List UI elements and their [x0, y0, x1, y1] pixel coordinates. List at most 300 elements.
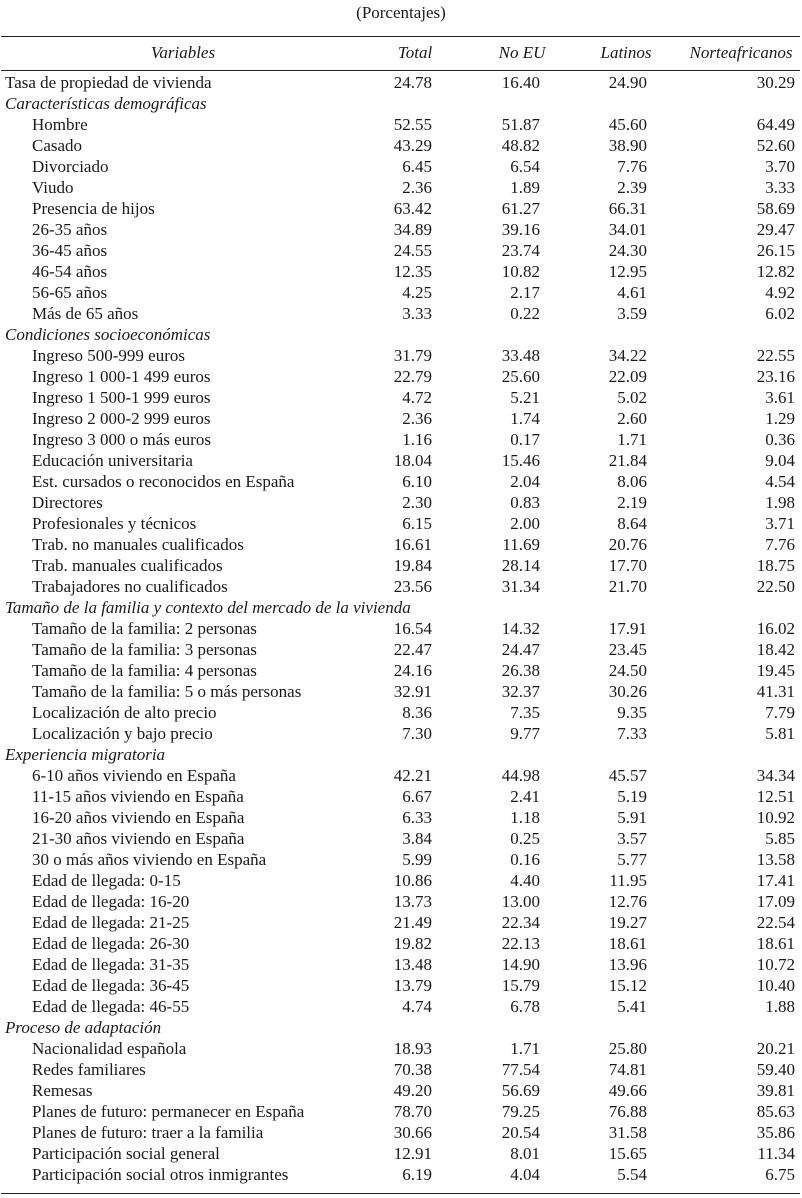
table-row	[0, 765, 802, 786]
cell-total: 6.19	[402, 1165, 432, 1184]
table-row	[0, 450, 802, 471]
table-row	[0, 1038, 802, 1059]
row-label: Remesas	[32, 1081, 93, 1100]
cell-norteafricanos: 58.69	[756, 199, 795, 218]
cell-total: 13.79	[393, 976, 432, 995]
cell-latinos: 7.33	[617, 724, 647, 743]
table-row	[0, 933, 802, 954]
cell-norteafricanos: 18.42	[756, 640, 795, 659]
table-row	[0, 870, 802, 891]
row-label: Planes de futuro: traer a la familia	[32, 1123, 264, 1142]
cell-norteafricanos: 13.58	[756, 850, 795, 869]
header-latinos: Latinos	[600, 43, 652, 62]
table-row	[0, 408, 802, 429]
cell-no-eu: 9.77	[510, 724, 540, 743]
cell-latinos: 5.91	[617, 808, 647, 827]
section-heading-row	[0, 324, 802, 345]
row-label: Localización y bajo precio	[32, 724, 213, 743]
cell-latinos: 5.54	[617, 1165, 647, 1184]
cell-total: 4.74	[402, 997, 432, 1016]
cell-norteafricanos: 41.31	[756, 682, 795, 701]
cell-norteafricanos: 12.51	[756, 787, 795, 806]
table-row	[0, 828, 802, 849]
row-label: Casado	[32, 136, 83, 155]
cell-latinos: 9.35	[617, 703, 647, 722]
cell-no-eu: 2.17	[510, 283, 540, 302]
table-row	[0, 912, 802, 933]
cell-total: 24.55	[393, 241, 432, 260]
row-label: Trab. manuales cualificados	[32, 556, 223, 575]
cell-total: 12.91	[393, 1144, 432, 1163]
table-row	[0, 198, 802, 219]
cell-total: 16.54	[393, 619, 432, 638]
cell-total: 1.16	[402, 430, 432, 449]
row-label: 21-30 años viviendo en España	[32, 829, 245, 848]
cell-no-eu: 26.38	[501, 661, 540, 680]
cell-norteafricanos: 11.34	[757, 1144, 795, 1163]
cell-total: 7.30	[402, 724, 432, 743]
cell-no-eu: 0.83	[510, 493, 540, 512]
cell-total: 19.84	[393, 556, 432, 575]
table-row	[0, 156, 802, 177]
cell-norteafricanos: 17.09	[756, 892, 795, 911]
table-row	[0, 891, 802, 912]
cell-latinos: 2.60	[617, 409, 647, 428]
section-title: Proceso de adaptación	[5, 1018, 162, 1037]
cell-norteafricanos: 29.47	[756, 220, 795, 239]
cell-norteafricanos: 52.60	[756, 136, 795, 155]
cell-latinos: 24.90	[608, 73, 647, 92]
row-label: Educación universitaria	[32, 451, 193, 470]
cell-norteafricanos: 22.55	[756, 346, 795, 365]
cell-latinos: 21.70	[608, 577, 647, 596]
cell-total: 22.79	[393, 367, 432, 386]
cell-total: 49.20	[393, 1081, 432, 1100]
cell-total: 6.67	[402, 787, 432, 806]
cell-norteafricanos: 1.98	[765, 493, 795, 512]
row-label: Localización de alto precio	[32, 703, 217, 722]
row-label: Edad de llegada: 46-55	[32, 997, 190, 1016]
table-body	[0, 72, 802, 1185]
cell-total: 30.66	[393, 1123, 432, 1142]
section-heading-row	[0, 597, 802, 618]
cell-norteafricanos: 35.86	[756, 1123, 795, 1142]
cell-total: 23.56	[393, 577, 432, 596]
row-label: Tamaño de la familia: 3 personas	[32, 640, 257, 659]
cell-norteafricanos: 0.36	[765, 430, 795, 449]
table-row	[0, 555, 802, 576]
cell-latinos: 2.39	[617, 178, 647, 197]
row-label: Profesionales y técnicos	[32, 514, 197, 533]
cell-latinos: 8.64	[617, 514, 647, 533]
cell-latinos: 5.19	[617, 787, 647, 806]
cell-latinos: 38.90	[608, 136, 647, 155]
cell-latinos: 30.26	[608, 682, 647, 701]
table-bottom-rule	[1, 1193, 800, 1194]
cell-total: 12.35	[393, 262, 432, 281]
section-title: Características demográficas	[5, 94, 207, 113]
cell-total: 4.72	[402, 388, 432, 407]
row-label: Tasa de propiedad de vivienda	[5, 73, 212, 92]
row-label: Participación social otros inmigrantes	[32, 1165, 289, 1184]
cell-latinos: 7.76	[617, 157, 647, 176]
cell-no-eu: 2.00	[510, 514, 540, 533]
cell-total: 6.15	[402, 514, 432, 533]
cell-latinos: 76.88	[608, 1102, 647, 1121]
cell-no-eu: 11.69	[502, 535, 540, 554]
section-title: Condiciones socioeconómicas	[5, 325, 211, 344]
table-header-rule	[1, 70, 800, 71]
table-row	[0, 387, 802, 408]
row-label: Edad de llegada: 26-30	[32, 934, 190, 953]
cell-no-eu: 56.69	[501, 1081, 540, 1100]
table-row	[0, 975, 802, 996]
header-norteafricanos: Norteafricanos	[689, 43, 793, 62]
cell-total: 32.91	[393, 682, 432, 701]
cell-norteafricanos: 26.15	[756, 241, 795, 260]
row-label: Directores	[32, 493, 103, 512]
table-top-rule	[1, 36, 800, 37]
cell-total: 6.45	[402, 157, 432, 176]
cell-norteafricanos: 34.34	[756, 766, 795, 785]
table-row	[0, 1143, 802, 1164]
table-row	[0, 576, 802, 597]
cell-total: 16.61	[393, 535, 432, 554]
cell-no-eu: 39.16	[501, 220, 540, 239]
cell-no-eu: 1.71	[510, 1039, 540, 1058]
table-row	[0, 1059, 802, 1080]
cell-norteafricanos: 18.61	[756, 934, 795, 953]
cell-norteafricanos: 1.88	[765, 997, 795, 1016]
cell-norteafricanos: 5.85	[765, 829, 795, 848]
cell-total: 34.89	[393, 220, 432, 239]
cell-no-eu: 1.74	[510, 409, 540, 428]
cell-total: 70.38	[393, 1060, 432, 1079]
cell-no-eu: 0.25	[510, 829, 540, 848]
cell-total: 2.30	[402, 493, 432, 512]
table-row	[0, 954, 802, 975]
cell-total: 13.73	[393, 892, 432, 911]
cell-no-eu: 24.47	[501, 640, 540, 659]
cell-norteafricanos: 3.61	[765, 388, 795, 407]
cell-latinos: 2.19	[617, 493, 647, 512]
cell-norteafricanos: 7.76	[765, 535, 795, 554]
row-label: Nacionalidad española	[32, 1039, 187, 1058]
cell-norteafricanos: 5.81	[765, 724, 795, 743]
table-row	[0, 996, 802, 1017]
cell-no-eu: 1.18	[510, 808, 540, 827]
table-row	[0, 849, 802, 870]
row-label: Redes familiares	[32, 1060, 146, 1079]
cell-norteafricanos: 10.92	[756, 808, 795, 827]
cell-latinos: 74.81	[608, 1060, 647, 1079]
cell-latinos: 18.61	[608, 934, 647, 953]
cell-total: 2.36	[402, 409, 432, 428]
cell-latinos: 20.76	[608, 535, 647, 554]
table-row	[0, 429, 802, 450]
header-total: Total	[397, 43, 433, 62]
table-row	[0, 261, 802, 282]
cell-norteafricanos: 85.63	[756, 1102, 795, 1121]
table-row	[0, 219, 802, 240]
cell-total: 13.48	[393, 955, 432, 974]
cell-no-eu: 23.74	[501, 241, 540, 260]
table-row	[0, 702, 802, 723]
cell-latinos: 31.58	[608, 1123, 647, 1142]
row-label: Tamaño de la familia: 4 personas	[32, 661, 257, 680]
row-label: Ingreso 2 000-2 999 euros	[32, 409, 211, 428]
cell-norteafricanos: 7.79	[765, 703, 795, 722]
table-row	[0, 471, 802, 492]
cell-no-eu: 32.37	[501, 682, 540, 701]
cell-latinos: 4.61	[617, 283, 647, 302]
cell-latinos: 3.59	[617, 304, 647, 323]
table-row	[0, 345, 802, 366]
cell-no-eu: 44.98	[501, 766, 540, 785]
cell-no-eu: 61.27	[501, 199, 540, 218]
cell-no-eu: 1.89	[510, 178, 540, 197]
cell-norteafricanos: 3.71	[765, 514, 795, 533]
cell-no-eu: 31.34	[501, 577, 540, 596]
cell-norteafricanos: 1.29	[765, 409, 795, 428]
section-heading-row	[0, 744, 802, 765]
cell-no-eu: 4.04	[510, 1165, 540, 1184]
cell-latinos: 22.09	[608, 367, 647, 386]
row-label: Edad de llegada: 16-20	[32, 892, 190, 911]
cell-norteafricanos: 4.54	[765, 472, 795, 491]
cell-total: 31.79	[393, 346, 432, 365]
table-row	[0, 282, 802, 303]
cell-no-eu: 48.82	[501, 136, 540, 155]
cell-latinos: 49.66	[608, 1081, 647, 1100]
cell-norteafricanos: 18.75	[756, 556, 795, 575]
cell-norteafricanos: 23.16	[756, 367, 795, 386]
cell-norteafricanos: 19.45	[756, 661, 795, 680]
cell-total: 19.82	[393, 934, 432, 953]
cell-norteafricanos: 12.82	[756, 262, 795, 281]
row-label: Est. cursados o reconocidos en España	[32, 472, 295, 491]
row-label: Trab. no manuales cualificados	[32, 535, 244, 554]
cell-latinos: 12.95	[608, 262, 647, 281]
cell-total: 24.16	[393, 661, 432, 680]
cell-no-eu: 4.40	[510, 871, 540, 890]
cell-no-eu: 15.79	[501, 976, 540, 995]
cell-no-eu: 22.34	[501, 913, 540, 932]
row-label: Trabajadores no cualificados	[32, 577, 228, 596]
row-label: Tamaño de la familia: 5 o más personas	[32, 682, 302, 701]
cell-norteafricanos: 16.02	[756, 619, 795, 638]
cell-latinos: 8.06	[617, 472, 647, 491]
cell-latinos: 45.57	[608, 766, 647, 785]
cell-total: 42.21	[393, 766, 432, 785]
row-label: 26-35 años	[32, 220, 108, 239]
row-label: 16-20 años viviendo en España	[32, 808, 245, 827]
row-label: Ingreso 1 500-1 999 euros	[32, 388, 211, 407]
table-row	[0, 72, 802, 93]
cell-no-eu: 25.60	[501, 367, 540, 386]
cell-latinos: 45.60	[608, 115, 647, 134]
cell-no-eu: 79.25	[501, 1102, 540, 1121]
cell-no-eu: 0.17	[510, 430, 540, 449]
cell-total: 5.99	[402, 850, 432, 869]
section-title: Experiencia migratoria	[5, 745, 166, 764]
cell-latinos: 34.01	[608, 220, 647, 239]
cell-norteafricanos: 6.75	[765, 1165, 795, 1184]
cell-no-eu: 14.90	[501, 955, 540, 974]
row-label: Viudo	[32, 178, 74, 197]
table-row	[0, 114, 802, 135]
row-label: Divorciado	[32, 157, 109, 176]
table-row	[0, 1164, 802, 1185]
row-label: 6-10 años viviendo en España	[32, 766, 236, 785]
cell-norteafricanos: 59.40	[756, 1060, 795, 1079]
table-row	[0, 366, 802, 387]
row-label: Ingreso 500-999 euros	[32, 346, 185, 365]
cell-latinos: 23.45	[608, 640, 647, 659]
cell-latinos: 13.96	[608, 955, 647, 974]
cell-latinos: 19.27	[608, 913, 647, 932]
row-label: Presencia de hijos	[32, 199, 155, 218]
cell-total: 22.47	[393, 640, 432, 659]
cell-norteafricanos: 4.92	[765, 283, 795, 302]
cell-no-eu: 14.32	[501, 619, 540, 638]
cell-total: 24.78	[393, 73, 432, 92]
table-row	[0, 492, 802, 513]
cell-latinos: 3.57	[617, 829, 647, 848]
row-label: Planes de futuro: permanecer en España	[32, 1102, 305, 1121]
row-label: Ingreso 3 000 o más euros	[32, 430, 211, 449]
table-row	[0, 303, 802, 324]
table-row	[0, 177, 802, 198]
table-row	[0, 240, 802, 261]
cell-latinos: 24.30	[608, 241, 647, 260]
row-label: 11-15 años viviendo en España	[32, 787, 244, 806]
header-no-eu: No EU	[498, 43, 546, 62]
cell-total: 6.33	[402, 808, 432, 827]
row-label: Edad de llegada: 0-15	[32, 871, 181, 890]
section-title: Tamaño de la familia y contexto del mercado de la vivienda	[5, 598, 411, 617]
cell-total: 63.42	[393, 199, 432, 218]
cell-latinos: 5.41	[617, 997, 647, 1016]
row-label: 30 o más años viviendo en España	[32, 850, 267, 869]
cell-latinos: 5.02	[617, 388, 647, 407]
cell-no-eu: 8.01	[510, 1144, 540, 1163]
cell-no-eu: 20.54	[501, 1123, 540, 1142]
cell-norteafricanos: 9.04	[765, 451, 795, 470]
cell-no-eu: 33.48	[501, 346, 540, 365]
row-label: 36-45 años	[32, 241, 108, 260]
cell-total: 10.86	[393, 871, 432, 890]
cell-norteafricanos: 22.50	[756, 577, 795, 596]
row-label: 56-65 años	[32, 283, 108, 302]
cell-norteafricanos: 30.29	[756, 73, 795, 92]
table-row	[0, 513, 802, 534]
table-row	[0, 660, 802, 681]
cell-no-eu: 13.00	[501, 892, 540, 911]
cell-latinos: 34.22	[608, 346, 647, 365]
cell-total: 21.49	[393, 913, 432, 932]
table-row	[0, 639, 802, 660]
cell-total: 3.84	[402, 829, 432, 848]
cell-latinos: 1.71	[617, 430, 647, 449]
cell-norteafricanos: 20.21	[756, 1039, 795, 1058]
table-row	[0, 807, 802, 828]
cell-latinos: 15.65	[608, 1144, 647, 1163]
header-variables: Variables	[150, 43, 216, 62]
row-label: Ingreso 1 000-1 499 euros	[32, 367, 211, 386]
cell-norteafricanos: 3.33	[765, 178, 795, 197]
cell-norteafricanos: 3.70	[765, 157, 795, 176]
cell-total: 6.10	[402, 472, 432, 491]
cell-latinos: 21.84	[608, 451, 647, 470]
cell-norteafricanos: 39.81	[756, 1081, 795, 1100]
cell-norteafricanos: 10.40	[756, 976, 795, 995]
cell-no-eu: 51.87	[501, 115, 540, 134]
cell-no-eu: 5.21	[510, 388, 540, 407]
cell-total: 43.29	[393, 136, 432, 155]
table-row	[0, 1080, 802, 1101]
cell-total: 18.04	[393, 451, 432, 470]
cell-no-eu: 28.14	[501, 556, 540, 575]
cell-no-eu: 2.41	[510, 787, 540, 806]
section-heading-row	[0, 1017, 802, 1038]
cell-no-eu: 6.78	[510, 997, 540, 1016]
table-row	[0, 1122, 802, 1143]
cell-latinos: 17.70	[608, 556, 647, 575]
cell-no-eu: 0.16	[510, 850, 540, 869]
row-label: Edad de llegada: 21-25	[32, 913, 190, 932]
table-header	[0, 43, 802, 63]
row-label: Participación social general	[32, 1144, 220, 1163]
row-label: Tamaño de la familia: 2 personas	[32, 619, 257, 638]
cell-no-eu: 16.40	[501, 73, 540, 92]
cell-no-eu: 7.35	[510, 703, 540, 722]
table-caption: (Porcentajes)	[356, 3, 446, 22]
row-label: Más de 65 años	[32, 304, 139, 323]
cell-no-eu: 2.04	[510, 472, 540, 491]
table-row	[0, 135, 802, 156]
cell-total: 78.70	[393, 1102, 432, 1121]
row-label: Edad de llegada: 36-45	[32, 976, 190, 995]
cell-total: 4.25	[402, 283, 432, 302]
cell-no-eu: 6.54	[510, 157, 540, 176]
cell-norteafricanos: 10.72	[756, 955, 795, 974]
cell-norteafricanos: 22.54	[756, 913, 795, 932]
cell-latinos: 12.76	[608, 892, 647, 911]
cell-no-eu: 0.22	[510, 304, 540, 323]
table-row	[0, 723, 802, 744]
table-row	[0, 534, 802, 555]
row-label: Hombre	[32, 115, 88, 134]
cell-no-eu: 10.82	[501, 262, 540, 281]
cell-latinos: 66.31	[608, 199, 647, 218]
cell-latinos: 5.77	[617, 850, 647, 869]
row-label: Edad de llegada: 31-35	[32, 955, 190, 974]
cell-norteafricanos: 17.41	[756, 871, 795, 890]
cell-latinos: 17.91	[608, 619, 647, 638]
table-row	[0, 1101, 802, 1122]
cell-no-eu: 77.54	[501, 1060, 540, 1079]
cell-total: 52.55	[393, 115, 432, 134]
cell-norteafricanos: 64.49	[756, 115, 795, 134]
table-row	[0, 618, 802, 639]
cell-latinos: 15.12	[608, 976, 647, 995]
cell-latinos: 11.95	[609, 871, 647, 890]
cell-total: 8.36	[402, 703, 432, 722]
cell-total: 3.33	[402, 304, 432, 323]
cell-latinos: 24.50	[608, 661, 647, 680]
row-label: 46-54 años	[32, 262, 108, 281]
